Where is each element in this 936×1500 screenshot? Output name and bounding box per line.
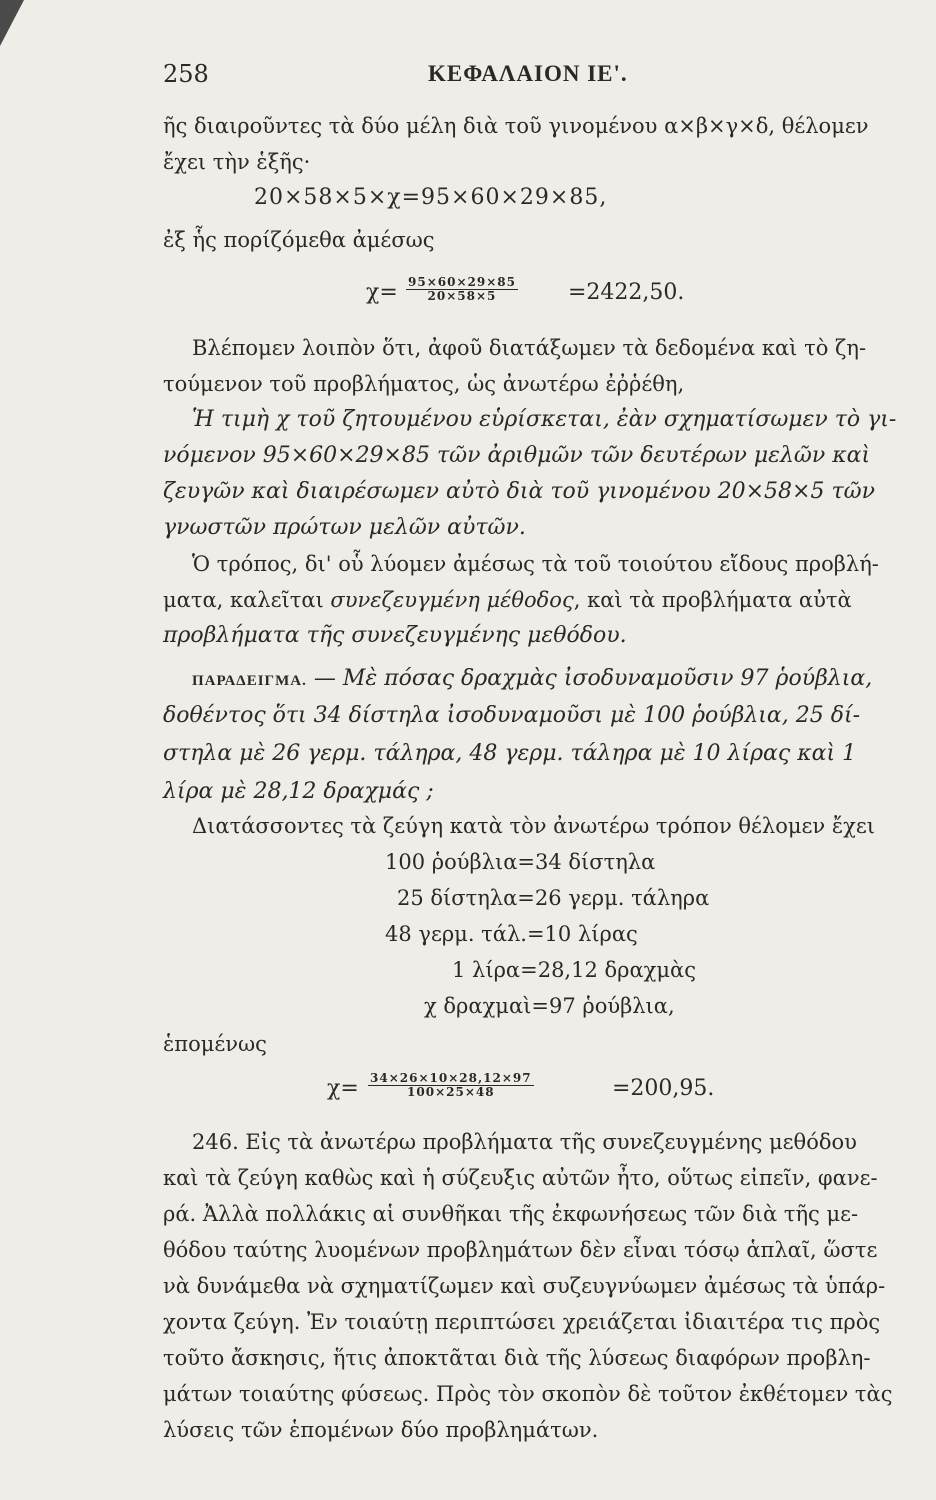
proportion-line: 1 λίρα=28,12 δραχμὰς xyxy=(452,958,696,982)
text-span: , καὶ τὰ προβλήματα αὐτὰ xyxy=(573,588,852,612)
text-line: τοῦτο ἄσκησις, ἥτις ἀποκτᾶται διὰ τῆς λύσεως διαφόρων προβλη- xyxy=(163,1346,871,1370)
chapter-title: ΚΕΦΑΛΑΙΟΝ ΙΕ'. xyxy=(428,61,628,86)
text-line: 246. Εἰς τὰ ἀνωτέρω προβλήματα τῆς συνεζευγμένης μεθόδου xyxy=(192,1130,857,1154)
formula-denominator: 20×58×5 xyxy=(427,289,497,303)
formula-lhs: χ= xyxy=(327,1076,359,1101)
formula-result: =2422,50. xyxy=(568,280,685,305)
formula-numerator: 95×60×29×85 xyxy=(408,275,516,289)
text-line: Ἡ τιμὴ χ τοῦ ζητουμένου εὑρίσκεται, ἐὰν σχηματίσωμεν τὸ γι- xyxy=(192,407,897,432)
text-line: νόμενον 95×60×29×85 τῶν ἀριθμῶν τῶν δευτέρων μελῶν καὶ xyxy=(163,443,871,468)
text-line: καὶ τὰ ζεύγη καθὼς καὶ ἡ σύζευξις αὐτῶν ἦτο, οὕτως εἰπεῖν, φανε- xyxy=(163,1166,878,1190)
example-label: ΠΑΡΑΔΕΙΓΜΑ. xyxy=(192,673,307,689)
text-line: νὰ δυνάμεθα νὰ σχηματίζωμεν καὶ συζευγνύωμεν ἀμέσως τὰ ὑπάρ- xyxy=(163,1274,886,1298)
proportion-line: 48 γερμ. τάλ.=10 λίρας xyxy=(385,922,638,946)
text-line: γνωστῶν πρώτων μελῶν αὐτῶν. xyxy=(163,515,526,540)
text-line: ρά. Ἀλλὰ πολλάκις αἱ συνθῆκαι τῆς ἐκφωνήσεως τῶν διὰ τῆς με- xyxy=(163,1202,859,1226)
text-line: λίρα μὲ 28,12 δραχμάς ; xyxy=(163,779,434,804)
formula-lhs: χ= xyxy=(366,280,398,305)
text-line xyxy=(163,586,852,614)
equation-line: 20×58×5×χ=95×60×29×85, xyxy=(254,185,608,210)
text-line: λύσεις τῶν ἑπομένων δύο προβλημάτων. xyxy=(163,1418,599,1442)
term-emphasis: συνεζευγμένη μέθοδος xyxy=(330,588,574,612)
text-line: θόδου ταύτης λυομένων προβλημάτων δὲν εἶναι τόσῳ ἁπλαῖ, ὥστε xyxy=(163,1238,878,1262)
text-line: ζευγῶν καὶ διαιρέσωμεν αὐτὸ διὰ τοῦ γινομένου 20×58×5 τῶν xyxy=(163,479,875,504)
formula-fraction xyxy=(406,276,518,303)
formula-fraction xyxy=(368,1072,534,1099)
text-line: Βλέπομεν λοιπὸν ὅτι, ἀφοῦ διατάξωμεν τὰ δεδομένα καὶ τὸ ζη- xyxy=(192,336,867,360)
text-line: τούμενον τοῦ προβλήματος, ὡς ἀνωτέρω ἐῤῥέθη, xyxy=(163,372,685,396)
formula-result: =200,95. xyxy=(612,1076,715,1101)
text-line: ἔχει τὴν ἑξῆς· xyxy=(163,150,311,174)
page-corner-fold xyxy=(0,0,24,46)
text-line: Διατάσσοντες τὰ ζεύγη κατὰ τὸν ἀνωτέρω τρόπον θέλομεν ἔχει xyxy=(192,814,875,838)
text-line: Ὁ τρόπος, δι' οὗ λύομεν ἀμέσως τὰ τοῦ τοιούτου εἴδους προβλή- xyxy=(192,552,879,576)
text-line: μάτων τοιαύτης φύσεως. Πρὸς τὸν σκοπὸν δὲ τοῦτον ἐκθέτομεν τὰς xyxy=(163,1382,893,1406)
text-span: — Μὲ πόσας δραχμὰς ἰσοδυναμοῦσιν 97 ῥούβλια, xyxy=(306,666,873,691)
text-line: προβλήματα τῆς συνεζευγμένης μεθόδου. xyxy=(163,623,627,648)
formula-denominator: 100×25×48 xyxy=(407,1085,495,1099)
text-line: ῆς διαιροῦντες τὰ δύο μέλη διὰ τοῦ γινομένου α×β×γ×δ, θέλομεν xyxy=(163,114,869,138)
text-line: ἑπομένως xyxy=(163,1032,267,1056)
text-line: στηλα μὲ 26 γερμ. τάληρα, 48 γερμ. τάληρα μὲ 10 λίρας καὶ 1 xyxy=(163,741,857,766)
proportion-line: χ δραχμαὶ=97 ῥούβλια, xyxy=(424,994,675,1018)
text-line: δοθέντος ὅτι 34 δίστηλα ἰσοδυναμοῦσι μὲ 100 ῥούβλια, 25 δί- xyxy=(163,703,861,728)
text-span: ματα, καλεῖται xyxy=(163,588,331,612)
proportion-line: 25 δίστηλα=26 γερμ. τάληρα xyxy=(397,886,710,910)
text-line: χοντα ζεύγη. Ἐν τοιαύτῃ περιπτώσει χρειάζεται ἰδιαιτέρα τις πρὸς xyxy=(163,1310,881,1334)
page-number: 258 xyxy=(163,60,209,88)
formula-numerator: 34×26×10×28,12×97 xyxy=(370,1071,532,1085)
proportion-line: 100 ῥούβλια=34 δίστηλα xyxy=(385,850,656,874)
text-line: ἐξ ἧς πορίζόμεθα ἀμέσως xyxy=(163,228,435,252)
example-line xyxy=(192,664,872,695)
